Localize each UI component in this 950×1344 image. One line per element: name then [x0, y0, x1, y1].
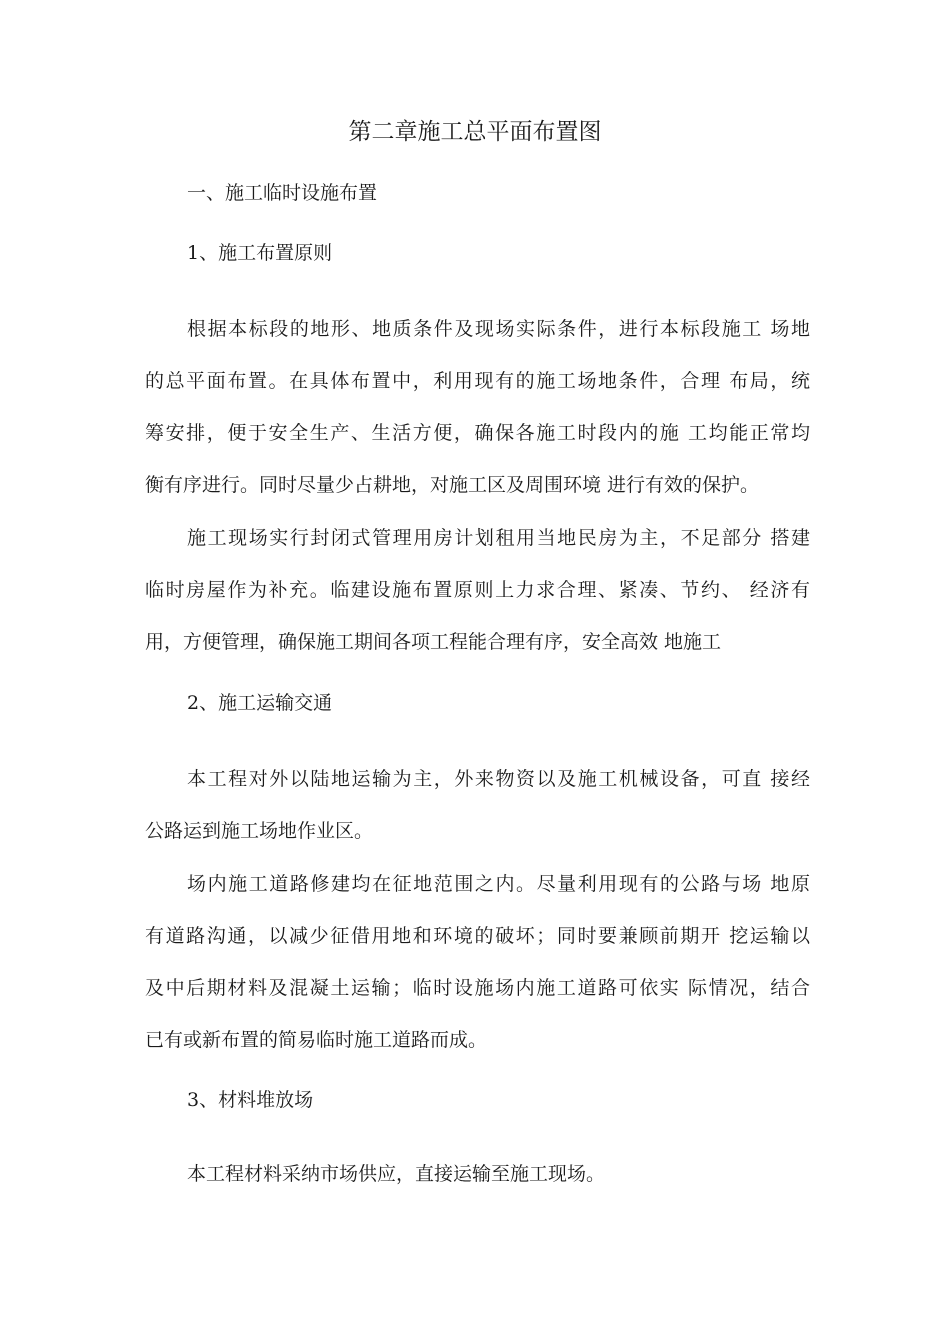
paragraph-line: 本工程材料采纳市场供应，直接运输至施工现场。 [187, 1163, 606, 1185]
paragraph-line: 本工程对外以陆地运输为主，外来物资以及施工机械设备，可直 接经 [187, 768, 810, 790]
paragraph-line: 施工现场实行封闭式管理用房计划租用当地民房为主，不足部分 搭建 [187, 527, 810, 549]
paragraph-line: 场内施工道路修建均在征地范围之内。尽量利用现有的公路与场 地原 [187, 873, 810, 895]
paragraph-transportation-2 [145, 858, 810, 1066]
paragraph-layout-principles-1 [145, 303, 810, 511]
subsection-heading-transportation: 2、施工运输交通 [187, 692, 333, 714]
paragraph-line: 的总平面布置。在具体布置中，利用现有的施工场地条件，合理 布局，统 [145, 370, 810, 392]
paragraph-material-storage [145, 1148, 810, 1200]
paragraph-line: 用，方便管理，确保施工期间各项工程能合理有序，安全高效 地施工 [145, 631, 722, 653]
section-heading-temporary-facilities: 一、施工临时设施布置 [187, 182, 378, 204]
paragraph-line: 衡有序进行。同时尽量少占耕地，对施工区及周围环境 进行有效的保护。 [145, 474, 760, 496]
paragraph-line: 筹安排，便于安全生产、生活方便，确保各施工时段内的施 工均能正常均 [145, 422, 810, 444]
page-title: 第二章施工总平面布置图 [348, 119, 602, 145]
paragraph-line: 根据本标段的地形、地质条件及现场实际条件，进行本标段施工 场地 [187, 318, 810, 340]
paragraph-line: 有道路沟通，以减少征借用地和环境的破坏；同时要兼顾前期开 挖运输以 [145, 925, 810, 947]
paragraph-layout-principles-2 [145, 512, 810, 668]
paragraph-line: 临时房屋作为补充。临建设施布置原则上力求合理、紧凑、节约、 经济有 [145, 579, 810, 601]
paragraph-line: 及中后期材料及混凝土运输；临时设施场内施工道路可依实 际情况，结合 [145, 977, 810, 999]
subsection-heading-material-storage: 3、材料堆放场 [187, 1089, 314, 1111]
paragraph-transportation-1 [145, 753, 810, 857]
paragraph-line: 已有或新布置的简易临时施工道路而成。 [145, 1029, 488, 1051]
paragraph-line: 公路运到施工场地作业区。 [145, 820, 374, 842]
subsection-heading-layout-principles: 1、施工布置原则 [187, 242, 333, 264]
